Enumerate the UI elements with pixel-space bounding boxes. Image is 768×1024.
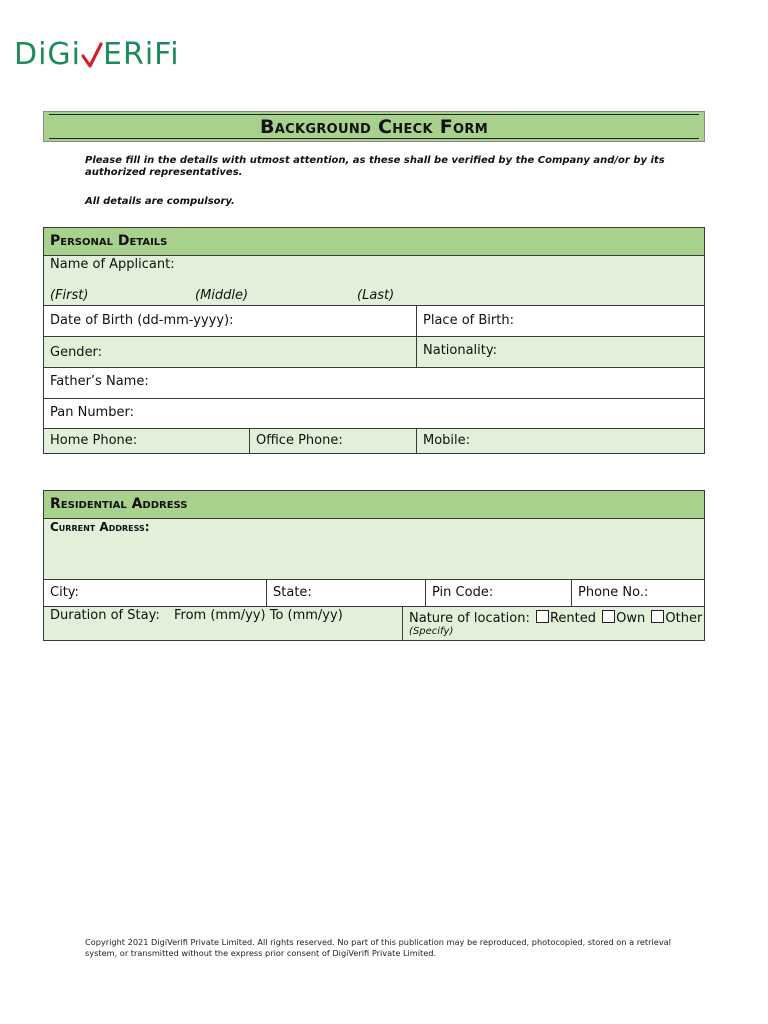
nature-of-location-field — [402, 607, 704, 640]
place-of-birth-field[interactable]: Place of Birth: — [416, 306, 704, 336]
first-name-label: (First) — [50, 288, 89, 303]
rented-checkbox[interactable] — [536, 610, 549, 623]
current-address-field[interactable]: Current Address: — [50, 520, 150, 534]
own-checkbox[interactable] — [602, 610, 615, 623]
city-state-row — [44, 579, 704, 606]
middle-name-label: (Middle) — [195, 288, 249, 303]
from-to-label: From (mm/yy) To (mm/yy) — [174, 608, 343, 623]
duration-row — [44, 606, 704, 640]
company-logo — [14, 37, 180, 72]
date-of-birth-field[interactable]: Date of Birth (dd-mm-yyyy): — [50, 313, 234, 328]
gender-row — [44, 336, 704, 367]
applicant-name-field[interactable] — [44, 256, 704, 305]
name-of-applicant-label: Name of Applicant: — [50, 257, 175, 272]
father-name-row — [44, 367, 704, 398]
last-name-label: (Last) — [357, 288, 395, 303]
applicant-name-row — [44, 255, 704, 305]
own-label: Own — [616, 611, 646, 626]
other-checkbox[interactable] — [651, 610, 664, 623]
checkmark-icon — [81, 40, 103, 70]
compulsory-note: All details are compulsory. — [85, 196, 235, 207]
specify-hint: (Specify) — [409, 626, 454, 637]
rented-label: Rented — [549, 611, 597, 626]
city-field[interactable]: City: — [50, 585, 79, 600]
office-phone-field[interactable]: Office Phone: — [249, 429, 416, 453]
state-field[interactable]: State: — [266, 580, 425, 606]
other-label: Other — [665, 611, 703, 626]
instructions-text: Please fill in the details with utmost attention, as these shall be verified by the Company and/or by its authorized representatives. — [85, 155, 665, 178]
phone-row — [44, 428, 704, 453]
father-name-field[interactable]: Father’s Name: — [50, 374, 149, 389]
phone-number-field[interactable]: Phone No.: — [571, 580, 704, 606]
dob-row — [44, 305, 704, 336]
current-address-row — [44, 518, 704, 579]
duration-of-stay-field[interactable] — [44, 607, 402, 640]
nature-of-location-label: Nature of location: — [409, 611, 530, 626]
copyright-footer: Copyright 2021 DigiVerifi Private Limited. All rights reserved. No part of this publication may be reproduced, photocopied, stored on a retrieval system, or transmitted without the express prior consent of DigiVerifi Private Limited. — [85, 937, 671, 958]
divider — [49, 138, 699, 139]
gender-field[interactable]: Gender: — [50, 345, 103, 360]
form-title-bar — [43, 111, 705, 142]
home-phone-field[interactable]: Home Phone: — [50, 433, 138, 448]
pan-number-field[interactable]: Pan Number: — [50, 405, 134, 420]
form-title: Background Check Form — [260, 116, 488, 138]
mobile-field[interactable]: Mobile: — [416, 429, 704, 453]
pan-row — [44, 398, 704, 428]
section-header — [44, 228, 704, 255]
residential-address-heading: Residential Address — [50, 496, 188, 512]
pin-code-field[interactable]: Pin Code: — [425, 580, 571, 606]
duration-label: Duration of Stay: — [50, 608, 160, 623]
nationality-field[interactable]: Nationality: — [416, 337, 704, 367]
divider — [49, 114, 699, 115]
section-header — [44, 491, 704, 518]
residential-address-section — [43, 490, 705, 641]
personal-details-heading: Personal Details — [50, 233, 168, 249]
personal-details-section — [43, 227, 705, 454]
logo-text-left: DiGi — [14, 37, 82, 72]
logo-text-right: ERiFi — [103, 37, 180, 72]
